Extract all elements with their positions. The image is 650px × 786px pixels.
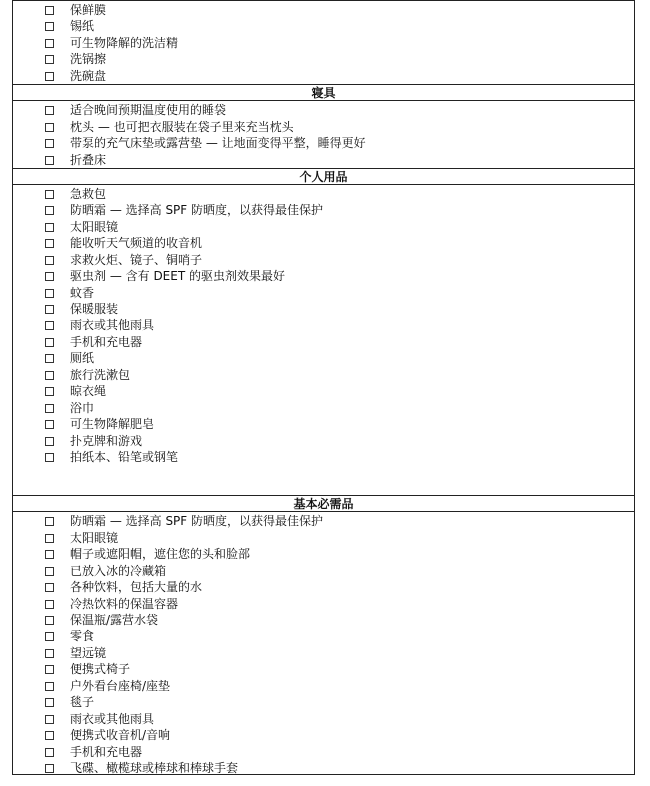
checkbox-icon[interactable] — [45, 453, 54, 462]
checkbox-icon[interactable] — [45, 437, 54, 446]
item-label: 毯子 — [70, 695, 95, 710]
item-label: 带泵的充气床垫或露营垫 — 让地面变得平整，睡得更好 — [70, 136, 366, 151]
checklist-item — [13, 202, 634, 218]
checkbox-icon[interactable] — [45, 272, 54, 281]
item-label: 雨衣或其他雨具 — [70, 318, 155, 333]
section-3 — [13, 495, 634, 776]
item-label: 冷热饮料的保温容器 — [70, 596, 179, 611]
checklist-item — [13, 219, 634, 235]
checkbox-icon[interactable] — [45, 256, 54, 265]
checkbox-icon[interactable] — [45, 22, 54, 31]
checkbox-icon[interactable] — [45, 321, 54, 330]
checkbox-icon[interactable] — [45, 583, 54, 592]
checklist-item — [13, 416, 634, 432]
item-label: 洗碗盘 — [70, 68, 107, 83]
item-label: 户外看台座椅/座垫 — [70, 678, 171, 693]
item-label: 可生物降解肥皂 — [70, 417, 155, 432]
item-label: 驱虫剂 — 含有 DEET 的驱虫剂效果最好 — [70, 269, 285, 284]
checklist-item — [13, 135, 634, 151]
checkbox-icon[interactable] — [45, 289, 54, 298]
checklist-item — [13, 678, 634, 694]
checklist-item — [13, 68, 634, 84]
item-label: 飞碟、橄榄球或棒球和棒球手套 — [70, 760, 239, 775]
checklist-items — [13, 1, 634, 84]
checkbox-icon[interactable] — [45, 371, 54, 380]
item-label: 太阳眼镜 — [70, 530, 119, 545]
checkbox-icon[interactable] — [45, 731, 54, 740]
checklist-item — [13, 285, 634, 301]
checkbox-icon[interactable] — [45, 534, 54, 543]
checklist-item — [13, 449, 634, 465]
checkbox-icon[interactable] — [45, 156, 54, 165]
checklist-item — [13, 596, 634, 612]
checkbox-icon[interactable] — [45, 748, 54, 757]
checklist-item — [13, 661, 634, 677]
checkbox-icon[interactable] — [45, 338, 54, 347]
checkbox-icon[interactable] — [45, 223, 54, 232]
checkbox-icon[interactable] — [45, 6, 54, 15]
item-label: 扑克牌和游戏 — [70, 433, 143, 448]
item-label: 可生物降解的洗洁精 — [70, 35, 179, 50]
checklist-item — [13, 711, 634, 727]
checkbox-icon[interactable] — [45, 567, 54, 576]
item-label: 各种饮料，包括大量的水 — [70, 580, 203, 595]
checklist-table — [12, 0, 635, 775]
checkbox-icon[interactable] — [45, 39, 54, 48]
checkbox-icon[interactable] — [45, 190, 54, 199]
item-label: 手机和充电器 — [70, 334, 143, 349]
checklist-item — [13, 579, 634, 595]
checkbox-icon[interactable] — [45, 665, 54, 674]
checkbox-icon[interactable] — [45, 305, 54, 314]
blank-spacer — [13, 465, 634, 495]
item-label: 厕纸 — [70, 351, 95, 366]
checkbox-icon[interactable] — [45, 649, 54, 658]
checklist-item — [13, 350, 634, 366]
item-label: 雨衣或其他雨具 — [70, 711, 155, 726]
item-label: 晾衣绳 — [70, 384, 107, 399]
checklist-item — [13, 18, 634, 34]
checkbox-icon[interactable] — [45, 106, 54, 115]
checkbox-icon[interactable] — [45, 55, 54, 64]
checklist-item — [13, 35, 634, 51]
checklist-item — [13, 433, 634, 449]
item-label: 防晒霜 — 选择高 SPF 防晒度，以获得最佳保护 — [70, 203, 324, 218]
checkbox-icon[interactable] — [45, 239, 54, 248]
item-label: 蚊香 — [70, 285, 95, 300]
checklist-item — [13, 186, 634, 202]
section-0 — [13, 1, 634, 84]
checklist-items — [13, 185, 634, 465]
checklist-item — [13, 727, 634, 743]
item-label: 零食 — [70, 629, 95, 644]
checklist-item — [13, 530, 634, 546]
checkbox-icon[interactable] — [45, 404, 54, 413]
item-label: 已放入冰的冷藏箱 — [70, 563, 167, 578]
checklist-item — [13, 51, 634, 67]
section-header: 基本必需品 — [13, 495, 634, 512]
checklist-item — [13, 546, 634, 562]
checklist-item — [13, 760, 634, 776]
item-label: 便携式收音机/音响 — [70, 728, 171, 743]
item-label: 适合晚间预期温度使用的睡袋 — [70, 103, 227, 118]
item-label: 洗锅擦 — [70, 52, 107, 67]
checkbox-icon[interactable] — [45, 698, 54, 707]
checkbox-icon[interactable] — [45, 616, 54, 625]
checkbox-icon[interactable] — [45, 139, 54, 148]
checklist-item — [13, 628, 634, 644]
checklist-item — [13, 152, 634, 168]
checklist-items — [13, 101, 634, 168]
checkbox-icon[interactable] — [45, 600, 54, 609]
checkbox-icon[interactable] — [45, 632, 54, 641]
item-label: 保鲜膜 — [70, 3, 107, 17]
item-label: 太阳眼镜 — [70, 219, 119, 234]
checklist-item — [13, 400, 634, 416]
section-header: 寝具 — [13, 84, 634, 101]
checklist-item — [13, 563, 634, 579]
checklist-item — [13, 119, 634, 135]
item-label: 求救火炬、镜子、铜哨子 — [70, 252, 203, 267]
item-label: 浴巾 — [70, 400, 95, 415]
checkbox-icon[interactable] — [45, 72, 54, 81]
checklist-item — [13, 367, 634, 383]
checklist-item — [13, 301, 634, 317]
item-label: 拍纸本、铅笔或钢笔 — [70, 449, 179, 464]
checkbox-icon[interactable] — [45, 354, 54, 363]
item-label: 望远镜 — [70, 645, 107, 660]
checklist-item — [13, 252, 634, 268]
item-label: 锡纸 — [70, 19, 95, 34]
checkbox-icon[interactable] — [45, 420, 54, 429]
item-label: 能收听天气频道的收音机 — [70, 236, 203, 251]
section-header: 个人用品 — [13, 168, 634, 185]
checkbox-icon[interactable] — [45, 123, 54, 132]
section-1 — [13, 84, 634, 168]
checklist-item — [13, 612, 634, 628]
checklist-item — [13, 645, 634, 661]
checklist-item — [13, 317, 634, 333]
item-label: 帽子或遮阳帽，遮住您的头和脸部 — [70, 547, 251, 562]
item-label: 急救包 — [70, 186, 107, 201]
checklist-item — [13, 744, 634, 760]
item-label: 手机和充电器 — [70, 744, 143, 759]
section-2 — [13, 168, 634, 495]
checklist-item — [13, 513, 634, 529]
item-label: 枕头 — 也可把衣服装在袋子里来充当枕头 — [70, 119, 294, 134]
item-label: 旅行洗漱包 — [70, 367, 131, 382]
checklist-item — [13, 2, 634, 18]
checkbox-icon[interactable] — [45, 517, 54, 526]
checkbox-icon[interactable] — [45, 764, 54, 773]
checkbox-icon[interactable] — [45, 682, 54, 691]
item-label: 保暖服装 — [70, 302, 119, 316]
checklist-item — [13, 694, 634, 710]
checkbox-icon[interactable] — [45, 715, 54, 724]
checklist-item — [13, 383, 634, 399]
checkbox-icon[interactable] — [45, 206, 54, 215]
item-label: 防晒霜 — 选择高 SPF 防晒度，以获得最佳保护 — [70, 514, 324, 529]
checklist-item — [13, 235, 634, 251]
checklist-item — [13, 334, 634, 350]
checkbox-icon[interactable] — [45, 387, 54, 396]
checklist-item — [13, 268, 634, 284]
checkbox-icon[interactable] — [45, 550, 54, 559]
item-label: 便携式椅子 — [70, 662, 131, 677]
item-label: 保温瓶/露营水袋 — [70, 613, 159, 627]
checklist-items — [13, 512, 634, 776]
checklist-item — [13, 102, 634, 118]
item-label: 折叠床 — [70, 152, 107, 167]
